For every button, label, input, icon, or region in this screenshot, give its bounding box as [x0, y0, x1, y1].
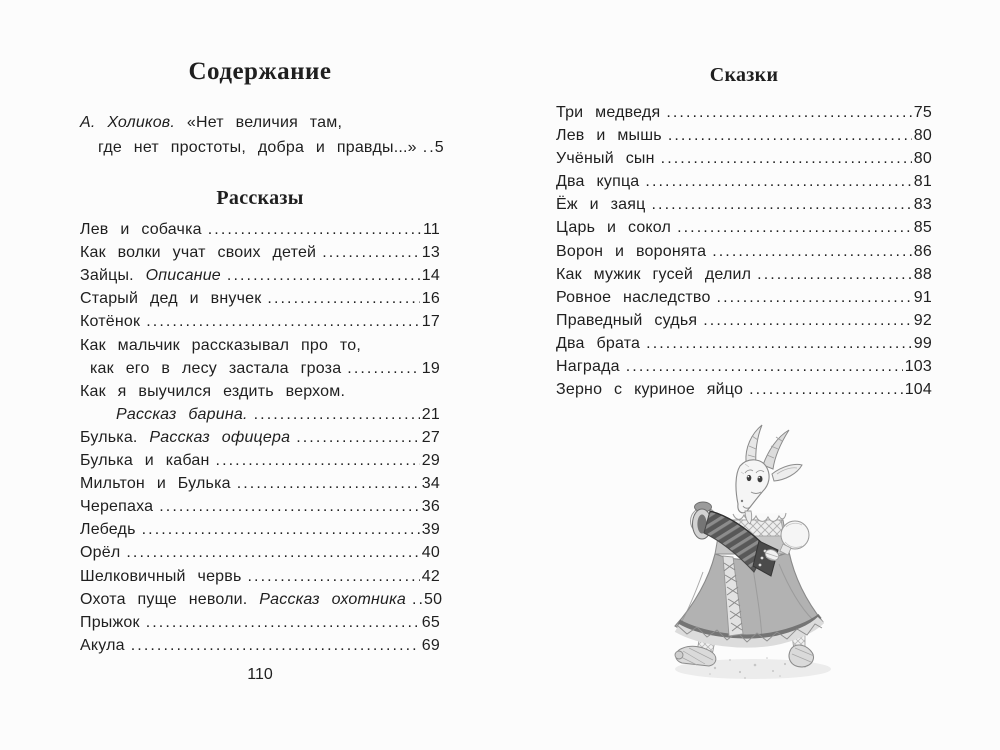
toc-entry-page: 16 — [421, 290, 440, 308]
toc-entry — [80, 426, 440, 449]
dot-leader — [423, 136, 433, 159]
dot-leader — [146, 611, 420, 634]
toc-entry-page: 75 — [913, 104, 932, 121]
dot-leader — [216, 449, 420, 472]
toc-entry — [80, 403, 440, 426]
toc-entry — [556, 332, 932, 355]
toc-entry-title: Акула — [80, 636, 125, 654]
toc-entry-title: Зерно с куриное яйцо — [556, 381, 744, 399]
toc-entry-title: Царь и сокол — [556, 219, 672, 237]
toc-entry-title: Булька и кабан — [80, 452, 210, 470]
epigraph-quote-start: «Нет величия там, — [186, 114, 343, 131]
section-heading-skazki: Сказки — [709, 64, 779, 86]
toc-entry-title: Прыжок — [80, 613, 140, 631]
toc-entry-title: Шелковичный червь — [80, 567, 242, 585]
toc-entry — [556, 124, 932, 147]
toc-entry-page: 69 — [421, 636, 440, 654]
toc-entry-page: 29 — [421, 452, 440, 470]
toc-entry-page: 88 — [913, 265, 932, 283]
toc-entry — [556, 240, 932, 263]
toc-entry — [80, 241, 440, 264]
toc-entry — [80, 541, 440, 564]
toc-entry-page: 91 — [913, 288, 932, 306]
contents-heading: Содержание — [188, 58, 332, 85]
toc-list-rasskazy — [80, 218, 443, 657]
toc-entry — [80, 287, 440, 310]
toc-entry — [80, 218, 440, 241]
dot-leader — [254, 403, 420, 426]
dot-leader — [626, 355, 903, 378]
toc-list-skazki — [556, 101, 932, 401]
toc-entry — [556, 193, 932, 216]
toc-entry-page: 104 — [904, 381, 932, 399]
toc-entry — [80, 634, 440, 657]
dot-leader — [646, 332, 912, 355]
toc-entry-title: Ёж и заяц — [556, 196, 646, 214]
toc-entry-title: Рассказ барина. — [116, 405, 248, 423]
toc-entry-title: Ворон и воронята — [556, 242, 707, 260]
toc-entry-title: Котёнок — [80, 313, 141, 331]
toc-entry-page: 103 — [904, 358, 932, 376]
dot-leader — [208, 218, 421, 241]
toc-entry — [80, 495, 440, 518]
toc-entry-title: Награда — [556, 358, 620, 376]
toc-entry-page: 36 — [421, 498, 440, 516]
section-heading-rasskazy: Рассказы — [216, 187, 304, 210]
epigraph-author: А. Холиков. — [80, 114, 176, 131]
toc-entry-wrap-line: Как мальчик рассказывал про то, — [80, 336, 361, 354]
dot-leader — [296, 426, 420, 449]
toc-entry-title: Как волки учат своих детей — [80, 244, 317, 262]
toc-entry-title: Старый дед и внучек — [80, 290, 262, 308]
dot-leader — [322, 241, 420, 264]
toc-entry-page: 99 — [913, 334, 932, 352]
goat-accordion-drawing — [645, 422, 880, 712]
toc-entry-wrap-line: Как я выучился ездить верхом. — [80, 382, 346, 400]
left-page — [80, 0, 444, 657]
epigraph-line2 — [80, 136, 444, 159]
toc-entry-page: 50 — [424, 590, 443, 608]
toc-entry-title: как его в лесу застала гроза — [90, 359, 342, 377]
dot-leader — [248, 565, 420, 588]
toc-entry-title: Праведный судья — [556, 311, 698, 329]
toc-entry-title: Лев и собачка — [80, 221, 202, 239]
toc-entry — [80, 472, 440, 495]
dot-leader — [651, 193, 911, 216]
toc-entry-title: Зайцы. Описание — [80, 267, 221, 285]
toc-entry — [556, 286, 932, 309]
toc-entry — [556, 101, 932, 124]
dot-leader — [347, 357, 420, 380]
toc-entry-title: Два купца — [556, 173, 640, 191]
toc-entry-title: Три медведя — [556, 104, 661, 121]
dot-leader — [666, 101, 911, 124]
toc-entry — [556, 355, 932, 378]
right-page — [556, 0, 932, 401]
dot-leader — [237, 472, 420, 495]
dot-leader — [645, 170, 911, 193]
toc-entry-page: 11 — [422, 221, 440, 239]
dot-leader — [703, 309, 912, 332]
dot-leader — [159, 495, 420, 518]
toc-entry — [556, 309, 932, 332]
toc-entry-title: Два брата — [556, 334, 641, 352]
dot-leader — [668, 124, 912, 147]
toc-entry-page: 80 — [913, 127, 932, 145]
dot-leader — [126, 541, 419, 564]
dot-leader — [131, 634, 420, 657]
epigraph-entry — [80, 109, 444, 159]
toc-entry-title: Охота пуще неволи. Рассказ охотника — [80, 590, 406, 608]
toc-entry-title: Ровное наследство — [556, 288, 711, 306]
dot-leader — [661, 147, 912, 170]
dot-leader — [267, 287, 419, 310]
toc-entry-title: Учёный сын — [556, 150, 655, 168]
toc-entry-title: Орёл — [80, 544, 121, 562]
toc-entry-title: Мильтон и Булька — [80, 475, 231, 493]
toc-entry-page: 13 — [421, 244, 440, 262]
toc-entry-page: 81 — [913, 173, 932, 191]
toc-entry — [556, 378, 932, 401]
toc-entry-page: 80 — [913, 150, 932, 168]
toc-entry-page: 65 — [421, 613, 440, 631]
toc-entry-page: 40 — [421, 544, 440, 562]
epigraph-quote-end: где нет простоты, добра и правды...» — [98, 139, 417, 156]
toc-entry-page: 17 — [421, 313, 440, 331]
toc-entry — [556, 170, 932, 193]
dot-leader — [227, 264, 420, 287]
toc-entry-page: 86 — [913, 242, 932, 260]
dot-leader — [749, 378, 903, 401]
goat-accordion-illustration — [645, 422, 880, 712]
toc-entry-title: Как мужик гусей делил — [556, 265, 752, 283]
toc-entry — [80, 264, 440, 287]
toc-entry-page: 83 — [913, 196, 932, 214]
toc-entry-page: 39 — [421, 521, 440, 539]
toc-entry — [556, 216, 932, 239]
toc-entry-page: 14 — [421, 267, 440, 285]
toc-entry — [80, 611, 440, 634]
toc-entry-title: Лев и мышь — [556, 127, 662, 145]
toc-entry-page: 21 — [421, 405, 440, 423]
toc-entry-page: 34 — [421, 475, 440, 493]
epigraph-line1 — [80, 109, 440, 136]
toc-entry — [556, 147, 932, 170]
toc-entry-page: 27 — [421, 428, 440, 446]
dot-leader — [142, 518, 420, 541]
toc-entry — [80, 449, 440, 472]
dot-leader — [757, 263, 912, 286]
dot-leader — [146, 310, 420, 333]
toc-entry — [80, 357, 440, 380]
toc-entry — [80, 588, 443, 611]
toc-entry — [80, 310, 440, 333]
toc-entry — [556, 263, 932, 286]
toc-entry — [80, 518, 440, 541]
toc-entry — [80, 565, 440, 588]
page-number: 110 — [247, 666, 273, 683]
toc-entry-page: 42 — [421, 567, 440, 585]
toc-entry-title: Лебедь — [80, 521, 136, 539]
dot-leader — [412, 588, 422, 611]
toc-entry-title: Черепаха — [80, 498, 154, 516]
dot-leader — [677, 216, 912, 239]
dot-leader — [717, 286, 912, 309]
toc-entry-page: 85 — [913, 219, 932, 237]
toc-entry-page: 19 — [421, 359, 440, 377]
dot-leader — [712, 240, 912, 263]
toc-entry-title: Булька. Рассказ офицера — [80, 428, 291, 446]
epigraph-page: 5 — [434, 139, 444, 156]
toc-entry-page: 92 — [913, 311, 932, 329]
